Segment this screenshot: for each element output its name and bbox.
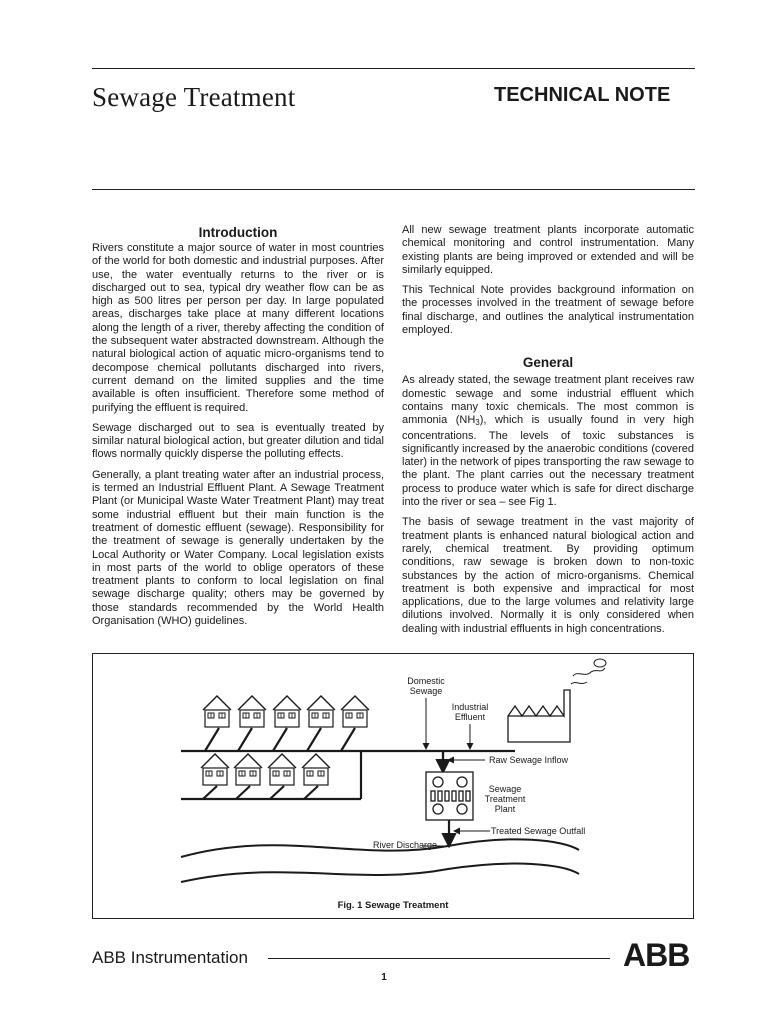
intro-paragraph-3: Generally, a plant treating water after an industrial process, is termed an Industrial Effluent Plant. A Sewage Treatment Plant (or Municipal Waste Water Treatment Plant) may treat some industrial effluent but their main function is the treatment of domestic effluent (sewage). Responsibility for the treatment of sewage is generally undertaken by the Local Authority or Water Company. Local legislation exists in most parts of the world to oblige operators of these treatment plants to conform to local legislation on final sewage discharge quality; others may be governed by those standards recommended by the World Health Organisation (WHO) guidelines.	[92, 468, 384, 628]
note-type-label: TECHNICAL NOTE	[494, 84, 671, 106]
header-bottom-rule	[92, 189, 695, 190]
house-lower-1	[201, 754, 229, 785]
house-upper-4	[307, 696, 335, 727]
river-discharge-label: River Discharge	[373, 840, 438, 850]
company-name: ABB Instrumentation	[92, 948, 248, 967]
raw-sewage-inflow-label: Raw Sewage Inflow	[489, 755, 569, 765]
general-paragraph-1-start: As already stated, the sewage treatment plant receives raw domestic sewage and some industrial effluent which contains many toxic chemicals. The most common is ammonia (NH	[402, 374, 694, 427]
treatment-plant-icon	[426, 772, 473, 820]
top-rule	[92, 68, 695, 69]
house-lower-4	[302, 754, 330, 785]
page-title: Sewage Treatment	[92, 82, 296, 112]
page-number: 1	[381, 972, 387, 983]
treated-outfall-label: Treated Sewage Outfall	[491, 826, 586, 836]
general-heading: General	[522, 355, 574, 371]
general-paragraph-1-end: ), which is usually found in very high concentrations. The levels of toxic substances is significantly increased by the anaerobic conditions (covered later) in the network of pipes transporting the raw sewage to the plant. The plant carries out the necessary treatment process to produce water which is safe for direct discharge into the river or sea – see Fig 1.	[402, 414, 694, 509]
figure-caption: Fig. 1 Sewage Treatment	[337, 900, 449, 911]
industrial-effluent-label-2: Effluent	[454, 712, 486, 722]
figure-sewage-treatment	[92, 653, 694, 919]
sewage-diagram	[93, 654, 695, 920]
abb-logo: ABB	[623, 937, 690, 973]
ammonia-subscript: 3	[475, 418, 480, 428]
intro-paragraph-1: Rivers constitute a major source of water in most countries of the world for both domestic and industrial purposes. After use, the water eventually returns to the river or is discharged out to sea, typical dry weather flow can be as high as 500 litres per person per day. In large populated areas, discharges take place at many different locations along the length of a river, thereby affecting the condition of the subsequent water abstracted downstream. Although the natural biological action of aquatic micro-organisms tend to decompose chemical pollutants discharged into rivers, current demand on the limited supplies and the time available is often insufficient. Therefore some method of purifying the effluent is required.	[92, 242, 384, 414]
introduction-heading: Introduction	[198, 225, 278, 240]
house-lower-2	[234, 754, 262, 785]
general-paragraph-1	[402, 374, 694, 509]
industrial-effluent-label-1: Industrial	[451, 702, 489, 712]
intro-paragraph-2: Sewage discharged out to sea is eventually treated by similar natural biological action, but greater dilution and tidal flows normally quickly disperse the polluting effects.	[92, 421, 384, 461]
plant-label-1: Sewage	[488, 784, 522, 794]
plant-label-2: Treatment	[484, 794, 526, 804]
house-upper-2	[238, 696, 266, 727]
left-column	[92, 225, 384, 635]
domestic-sewage-label-1: Domestic	[407, 676, 445, 686]
general-paragraph-2: The basis of sewage treatment in the vast majority of treatment plants is enhanced natural biological action and rarely, chemical treatment. By providing optimum conditions, raw sewage is broken down to non-toxic substances by the action of micro-organisms. Chemical treatment is both expensive and impractical for most applications, due to the large volumes and relativity large dilutions involved. Normally it is only considered when dealing with industrial effluents in high concentrations.	[402, 516, 694, 635]
footer-rule	[268, 958, 610, 959]
house-upper-1	[203, 696, 231, 727]
house-upper-5	[341, 696, 369, 727]
factory-icon	[508, 659, 606, 742]
house-lower-3	[268, 754, 296, 785]
plant-label-3: Plant	[494, 804, 516, 814]
domestic-sewage-label-2: Sewage	[409, 686, 443, 696]
house-upper-3	[273, 696, 301, 727]
right-paragraph-1: All new sewage treatment plants incorporate automatic chemical monitoring and control instrumentation. Many existing plants are being improved or extended and will be similarly equipped.	[402, 224, 694, 276]
right-column	[402, 224, 694, 643]
right-paragraph-2: This Technical Note provides background information on the processes involved in the treatment of sewage before final discharge, and outlines the analytical instrumentation employed.	[402, 284, 694, 337]
